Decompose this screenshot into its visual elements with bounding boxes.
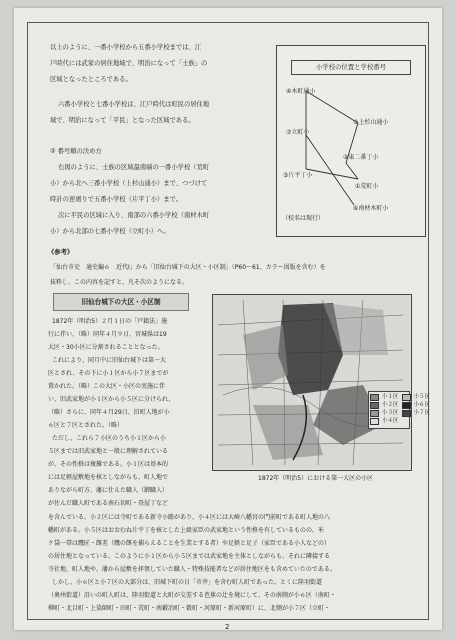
text-line: が、その性格は複雑である。小１区は基本的 bbox=[48, 461, 169, 468]
text-line: （略）さらに、同年４月29日、旧町人地が小 bbox=[48, 409, 170, 416]
map-legend bbox=[370, 393, 430, 401]
text-line: 区とされ、その下に小１区から小７区までが bbox=[48, 370, 169, 377]
legend-label: 小７区 bbox=[413, 410, 431, 416]
legend-row bbox=[370, 401, 430, 409]
text-line: い、旧武家地が小１区から小５区に分けられ、 bbox=[48, 396, 175, 403]
text-line: 域で、明治になって「平民」となった区域である。 bbox=[50, 117, 195, 124]
map-legend bbox=[370, 409, 430, 417]
legend-swatch bbox=[402, 402, 411, 409]
map-caption: 1872年（明治5）における第一大区の小区 bbox=[258, 475, 374, 482]
map-legend bbox=[370, 417, 399, 425]
text-line: 大区・30小区に分割されることとなった。 bbox=[48, 344, 164, 351]
text-line: 置かれた。（略）この大区・小区の実施に伴 bbox=[48, 383, 166, 390]
text-line: 時計の逆廻りで五番小学校（片平丁小）まで。 bbox=[50, 196, 183, 203]
school-label-4: ④木町通小 bbox=[286, 88, 316, 95]
school-label-7: ⑦立町小 bbox=[286, 129, 310, 136]
legend-label: 小４区 bbox=[382, 418, 399, 424]
text-line: が住んだ職人町である南石切町・畳屋丁など bbox=[48, 500, 169, 507]
text-line: 「仙台市史 通史編６ 近代Ⅰ」から「旧仙台城下の大区・小区制」（P60～61、カラー図版を含む）を bbox=[50, 264, 326, 271]
text-line: の居住地となっている。このように小１区から小５区までは武家地を主体としながらも、それに隣接する bbox=[48, 553, 331, 560]
section-heading: ② 番号順の決め方 bbox=[50, 148, 102, 155]
school-label-5: ⑤片平丁小 bbox=[283, 172, 313, 179]
school-label-3: ③上杉山通小 bbox=[353, 119, 389, 126]
text-line: 抜粋し、この内容を記すと、凡そ次のようになる。 bbox=[50, 279, 189, 286]
text-line: 寺社地、町人地や、藩から屋敷を拝領していた職人・特殊技能者などが居住地区をも含めていたのである。 bbox=[48, 566, 336, 573]
text-line: 小）から北へ三番小学校（上杉山通小）まで、つづけて bbox=[50, 180, 208, 187]
legend-label: 小１区 bbox=[382, 394, 399, 400]
legend-swatch bbox=[370, 394, 379, 401]
text-line: 小）から北部の七番小学校（立町小）へ。 bbox=[50, 228, 170, 235]
text-line: ５区までは旧武家地と一般に理解されている bbox=[48, 448, 169, 455]
article-banner: 旧仙台城下の大区・小区制 bbox=[53, 293, 189, 311]
text-line: 行に伴い、（略）同年４月９日、宮城県は19 bbox=[48, 331, 167, 338]
legend-swatch bbox=[402, 410, 411, 417]
text-line: 幡町がある。小５区はおおむね片平丁を核とした上級家臣の武家地という性格を有しているものの、米 bbox=[48, 527, 324, 534]
reference-heading: 《参考》 bbox=[48, 249, 74, 256]
legend-label: 小３区 bbox=[382, 410, 399, 416]
school-map-lines bbox=[276, 45, 424, 235]
text-line: を含んでいる。小２区には寺町である新寺小路があり、小４区には大崎八幡宮の門前町である町人地の八 bbox=[48, 514, 331, 521]
text-line: 1872年（明治5）２月１日の「戸籍法」施 bbox=[52, 318, 168, 325]
page-number: 2 bbox=[225, 623, 230, 631]
text-line: 区域となったところである。 bbox=[50, 76, 132, 83]
legend-swatch bbox=[402, 394, 411, 401]
district-map-image bbox=[213, 295, 409, 468]
text-line: ただし、これら７小区のうち小１区から小 bbox=[52, 435, 167, 442]
text-line: 右図のように、士族の区域最南端の一番小学校（荒町 bbox=[58, 164, 210, 171]
legend-row bbox=[370, 417, 399, 425]
school-label-6: ⑥南材木町小 bbox=[353, 205, 389, 212]
text-line: には足軽屋敷地を核としながらも、町人地で bbox=[48, 474, 169, 481]
school-map-note: （校名は現行） bbox=[282, 215, 325, 222]
text-line: ありながら町方、藩に仕えた職人（御職人） bbox=[48, 487, 169, 494]
text-line: 次に平民の区域に入り、南部の六番小学校（南材木町 bbox=[58, 212, 210, 219]
legend-label: 小５区 bbox=[413, 394, 431, 400]
text-line: （奥州街道）沿いの町人町は、陸羽街道と大町が交差する芭蕉の辻を境にして、その南側が小６区（南町・ bbox=[48, 592, 336, 599]
text-line: 柳町・北目町・上染師町・田町・荒町・南鍛冶町・穀町・河原町・新河原町）に、北側が小７区（立町・ bbox=[48, 605, 331, 612]
school-label-2: ②東二番丁小 bbox=[343, 154, 379, 161]
text-line: 以上のように、一番小学校から五番小学校までは、江 bbox=[50, 44, 202, 51]
text-line: 六番小学校と七番小学校は、江戸時代は町民の居住地 bbox=[58, 101, 210, 108]
text-line: 戸時代には武家の居住地域で、明治になって「士族」の bbox=[50, 60, 208, 67]
text-line: しかし、小６区と小７区の大部分は、旧城下町の日「市井」を含む町人町であった。とくに陸羽街道 bbox=[52, 579, 322, 586]
map-legend bbox=[370, 401, 430, 409]
text-line: ケ袋一帯は鷹匠・餌差（鷹の餌を捕らえることを生業とする者）や足軽と足子（家臣である小人などの） bbox=[48, 540, 331, 547]
legend-swatch bbox=[370, 410, 379, 417]
school-map-title: 小学校の位置と学校番号 bbox=[291, 60, 411, 75]
legend-swatch bbox=[370, 402, 379, 409]
legend-row bbox=[370, 409, 430, 417]
school-label-1: ①荒町小 bbox=[355, 183, 379, 190]
legend-row bbox=[370, 393, 430, 401]
legend-label: 小２区 bbox=[382, 402, 399, 408]
text-line: これにより、同月中に旧仙台城下は第一大 bbox=[52, 357, 167, 364]
text-line: ６区と７区とされた。（略） bbox=[48, 422, 124, 429]
legend-label: 小６区 bbox=[413, 402, 431, 408]
legend-swatch bbox=[370, 418, 379, 425]
